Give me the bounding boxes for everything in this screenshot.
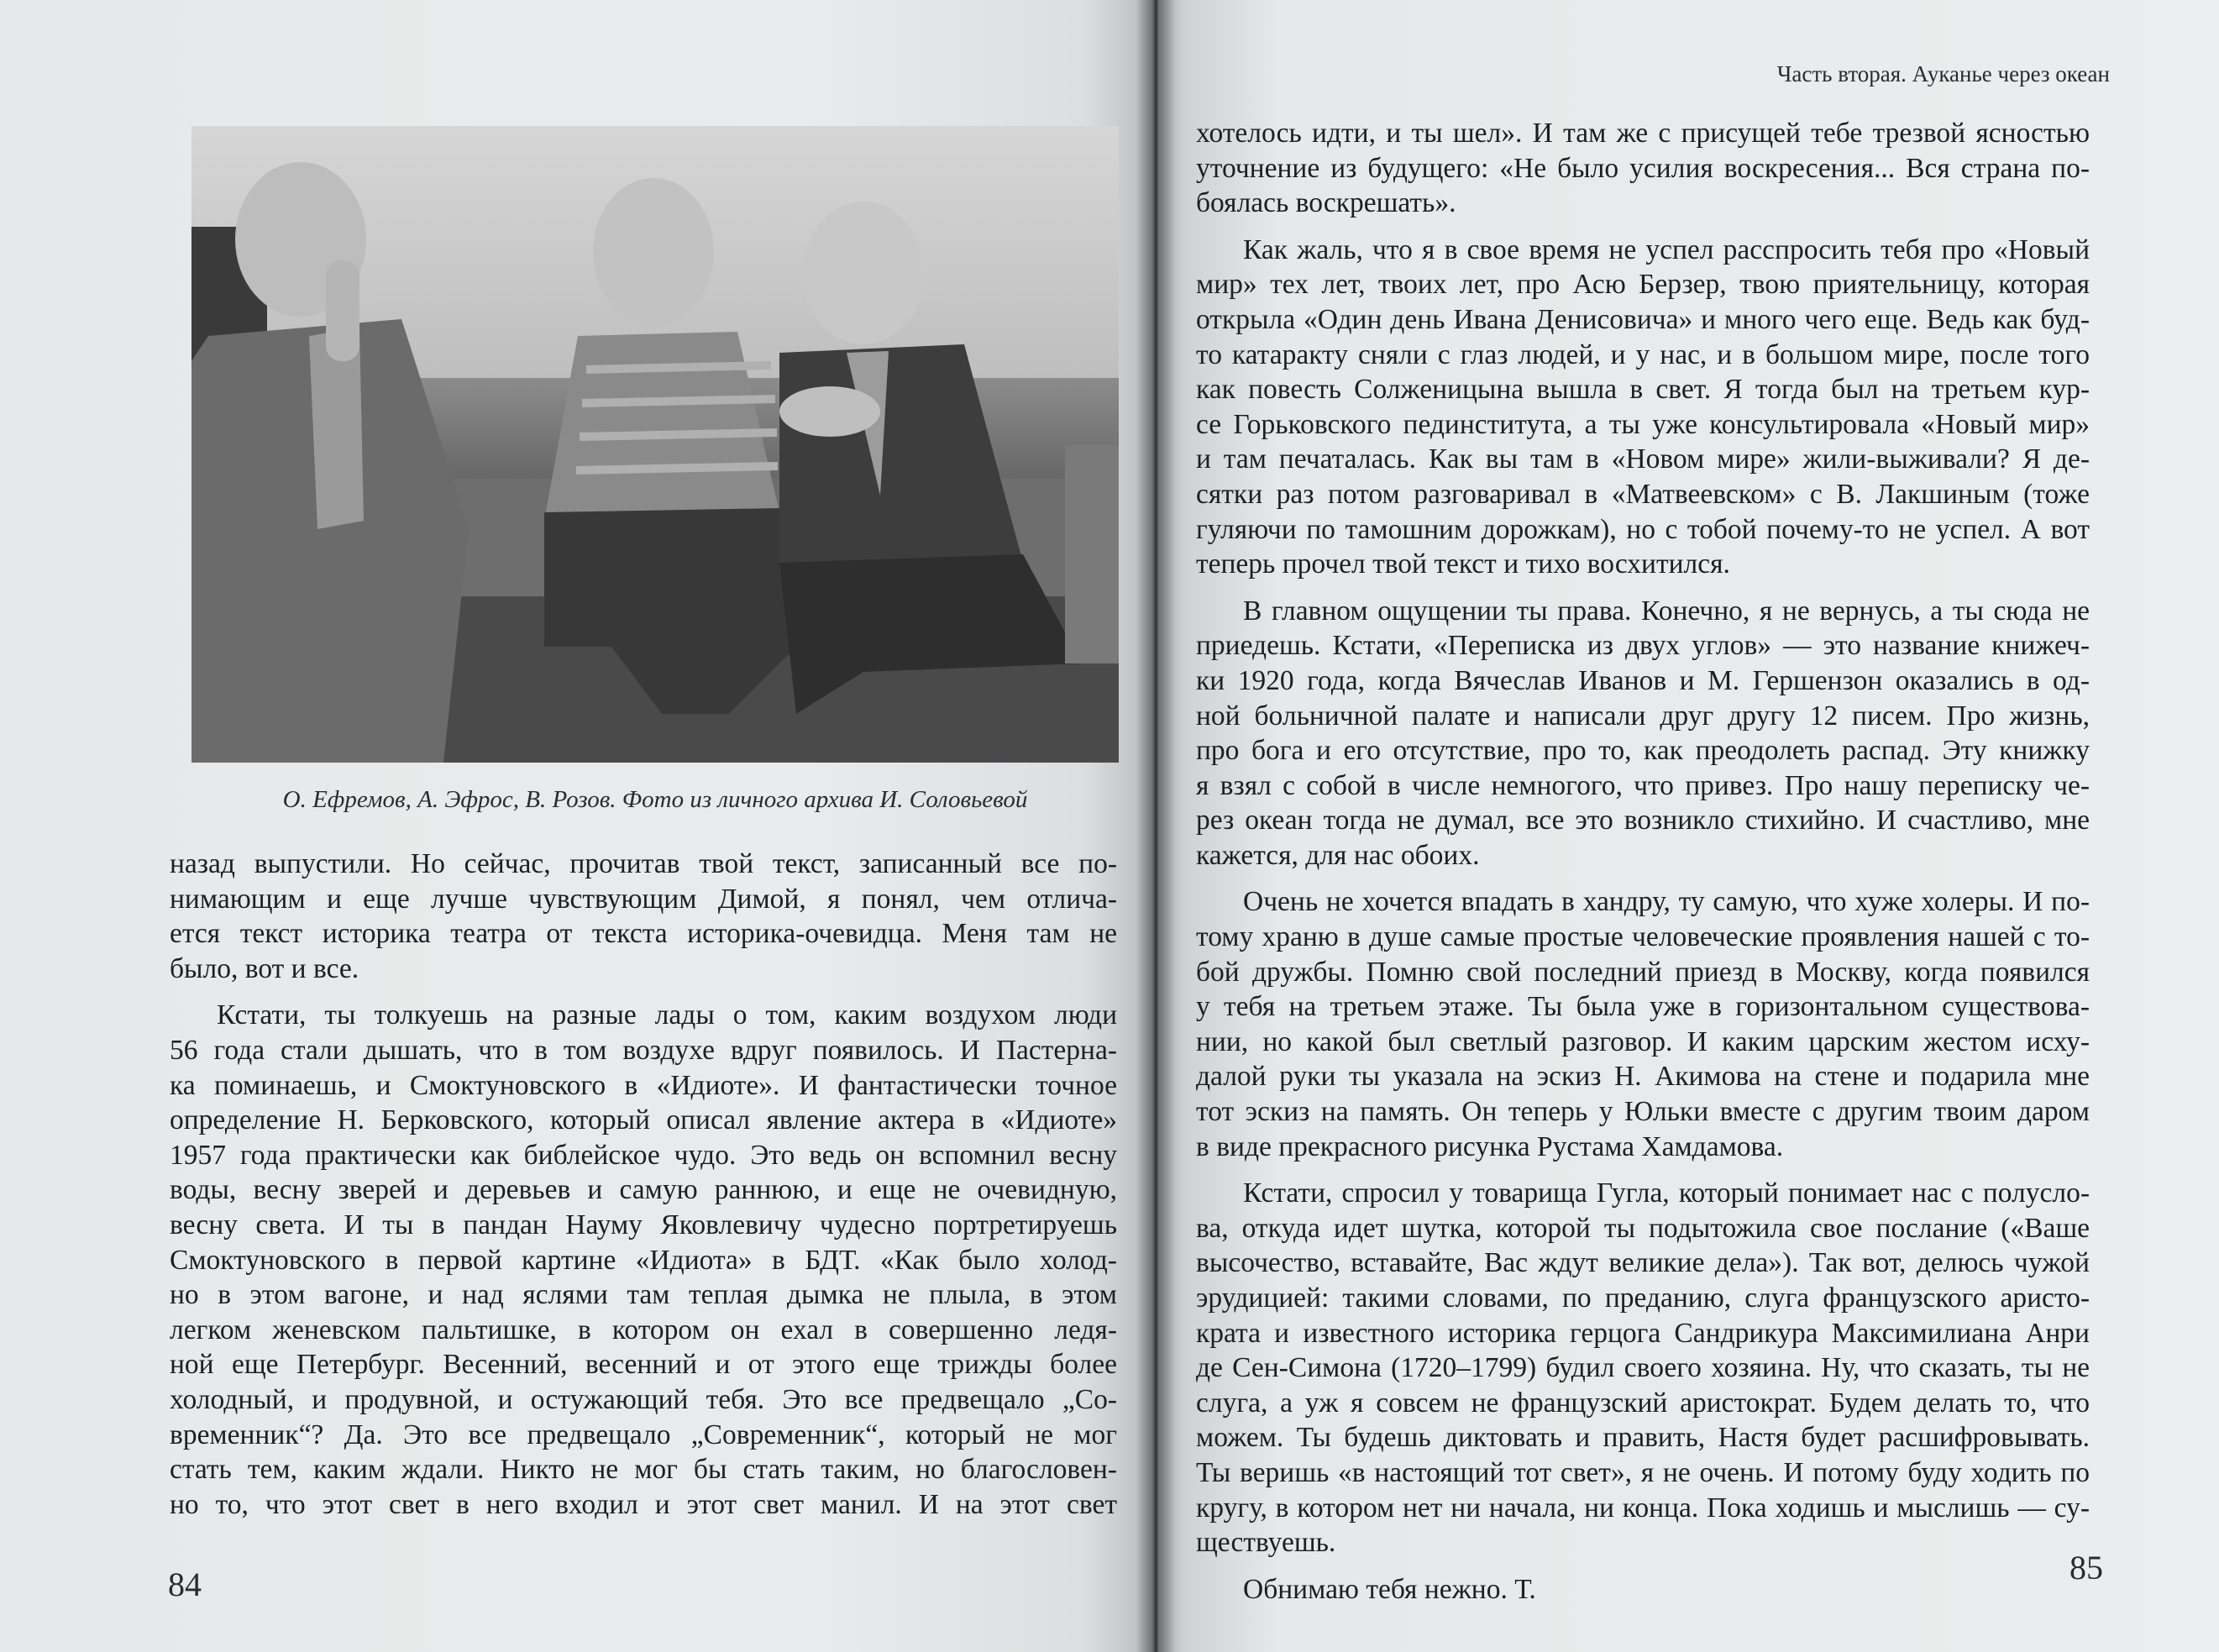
text-line: уточнение из будущего: «Не было усилия воскресения... Вся страна по- <box>1196 152 2090 184</box>
text-line: бой дружбы. Помню свой последний приезд в Москву, когда появился <box>1196 956 2090 988</box>
text-line: холодный, и продувной, и остужающий тебя. Это все предвещало „Со- <box>170 1383 1117 1415</box>
text-line: стать тем, каким ждали. Никто не мог бы стать таким, но благословен- <box>170 1454 1117 1486</box>
text-line: тот эскиз на память. Он теперь у Юльки вместе с другим твоим даром <box>1196 1096 2090 1128</box>
text-line: Как жаль, что я в свое время не успел расспросить тебя про «Новый <box>1243 233 2090 265</box>
text-line: Смоктуновского в первой картине «Идиота» в БДТ. «Как было холод- <box>170 1244 1117 1276</box>
text-line: хотелось идти, и ты шел». И там же с присущей тебе трезвой ясностью <box>1196 118 2090 149</box>
paragraph-gap <box>1196 1164 2090 1176</box>
text-line: В главном ощущении ты права. Конечно, я не вернусь, а ты сюда не <box>1243 595 2090 627</box>
text-line: я взял с собой в числе немногого, что привез. Про нашу переписку че- <box>1196 769 2090 801</box>
text-line: се Горьковского пединститута, а ты уже консультировала «Новый мир» <box>1196 408 2090 440</box>
text-line: слуга, а уж я совсем не французский аристократ. Будем делать то, что <box>1196 1387 2090 1419</box>
paragraph-gap <box>1196 1560 2090 1572</box>
text-line: легком женевском пальтишке, в котором он ехал в совершенно ледя- <box>170 1314 1117 1345</box>
text-line: ва, откуда идет шутка, которой ты подытожила свое послание («Ваше <box>1196 1212 2090 1244</box>
text-line: то катаракту сняли с глаз людей, и у нас, и в большом мире, после того <box>1196 338 2090 370</box>
text-line: Обнимаю тебя нежно. Т. <box>1243 1573 1536 1605</box>
paragraph-gap <box>170 986 1117 998</box>
page-number-right: 85 <box>2069 1549 2103 1586</box>
text-line: ки 1920 года, когда Вячеслав Иванов и М. Гершензон оказались в од- <box>1196 664 2090 696</box>
text-line: крата и известного историка герцога Сандрикура Максимилиана Анри <box>1196 1317 2090 1349</box>
text-line: боялась воскрешать». <box>1196 187 1456 219</box>
text-line: рез океан тогда не думал, все это возникло стихийно. И счастливо, мне <box>1196 805 2090 836</box>
text-line: ществуешь. <box>1196 1527 1336 1559</box>
text-line: про бога и его отсутствие, про то, как преодолеть распад. Эту книжку <box>1196 735 2090 767</box>
text-line: ется текст историка театра от текста историка-очевидца. Меня там не <box>170 918 1117 950</box>
text-line: ной больничной палате и написали друг другу 12 писем. Про жизнь, <box>1196 700 2090 732</box>
text-line: открыла «Один день Ивана Денисовича» и много чего еще. Ведь как буд- <box>1196 303 2090 335</box>
paragraph-gap <box>1196 582 2090 594</box>
text-line: временник“? Да. Это все предвещало „Современник“, который не мог <box>170 1419 1117 1450</box>
text-line: воды, весну зверей и деревьев и самую раннюю, и еще не очевидную, <box>170 1174 1117 1206</box>
text-line: 1957 года практически как библейское чудо. Это ведь он вспомнил весну <box>170 1139 1117 1171</box>
right-page-text-block <box>1196 116 2090 1607</box>
photo-illustration <box>191 126 1119 763</box>
text-line: было, вот и все. <box>170 952 359 984</box>
page-number-left: 84 <box>168 1565 202 1603</box>
text-line: Очень не хочется впадать в хандру, ту самую, что хуже холеры. И по- <box>1243 886 2090 918</box>
text-line: теперь прочел твой текст и тихо восхитился. <box>1196 548 1730 580</box>
text-line: как повесть Солженицына вышла в свет. Я тогда был на третьем кур- <box>1196 374 2090 406</box>
text-line: приедешь. Кстати, «Переписка из двух углов» — это название книжеч- <box>1196 630 2090 662</box>
text-line: высочество, вставайте, Вас ждут великие дела»). Так вот, делюсь чужой <box>1196 1247 2090 1279</box>
text-line: у тебя на третьем этаже. Ты была уже в горизонтальном существова- <box>1196 991 2090 1023</box>
text-line: Кстати, ты толкуешь на разные лады о том, каким воздухом люди <box>217 999 1117 1031</box>
text-line: и там печаталась. Как вы там в «Новом мире» жили-выживали? Я де- <box>1196 443 2090 475</box>
paragraph-gap <box>1196 221 2090 233</box>
text-line: можем. Ты будешь диктовать и править, Настя будет расшифровывать. <box>1196 1422 2090 1454</box>
text-line: определение Н. Берковского, который описал явление актера в «Идиоте» <box>170 1104 1117 1136</box>
left-page-text-block <box>170 847 1117 1522</box>
text-line: но в этом вагоне, и над яслями там теплая дымка не плыла, в этом <box>170 1279 1117 1311</box>
text-line: гуляючи по тамошним дорожкам), но с тобой почему-то не успел. А вот <box>1196 513 2090 545</box>
photo-caption: О. Ефремов, А. Эфрос, В. Розов. Фото из личного архива И. Соловьевой <box>282 786 1028 813</box>
text-line: в виде прекрасного рисунка Рустама Хамдамова. <box>1196 1130 1784 1162</box>
text-line: эрудицией: такими словами, по преданию, слуга французского аристо- <box>1196 1282 2090 1314</box>
text-line: 56 года стали дышать, что в том воздухе вдруг появилось. И Пастерна- <box>170 1034 1117 1066</box>
text-line: Кстати, спросил у товарища Гугла, который понимает нас с полусло- <box>1243 1177 2090 1209</box>
text-line: Ты веришь «в настоящий тот свет», я не очень. И потому буду ходить по <box>1196 1456 2090 1488</box>
text-line: де Сен-Симона (1720–1799) будил своего хозяина. Ну, что сказать, ты не <box>1196 1352 2090 1384</box>
text-line: нии, но какой был светлый разговор. И каким царским жестом исху- <box>1196 1025 2090 1057</box>
text-line: кажется, для нас обоих. <box>1196 839 1480 871</box>
text-line: далой руки ты указала на эскиз Н. Акимова на стене и подарила мне <box>1196 1061 2090 1093</box>
text-line: нимающим и еще лучше чувствующим Димой, я понял, чем отлича- <box>170 883 1117 915</box>
text-line: ка поминаешь, и Смоктуновского в «Идиоте». И фантастически точное <box>170 1069 1117 1101</box>
text-line: мир» тех лет, твоих лет, про Асю Берзер, твою приятельницу, которая <box>1196 269 2090 301</box>
text-line: тому храню в душе самые простые человеческие проявления нашей с то- <box>1196 921 2090 953</box>
text-line: сятки раз потом разговаривал в «Матвеевском» с В. Лакшиным (тоже <box>1196 478 2090 510</box>
running-head: Часть вторая. Ауканье через океан <box>1776 61 2110 87</box>
text-line: ной еще Петербург. Весенний, весенний и от этого еще трижды более <box>170 1349 1117 1381</box>
text-line: но то, что этот свет в него входил и этот свет манил. И на этот свет <box>170 1488 1117 1520</box>
text-line: кругу, в котором нет ни начала, ни конца. Пока ходишь и мыслишь — су- <box>1196 1492 2090 1524</box>
text-line: назад выпустили. Но сейчас, прочитав твой текст, записанный все по- <box>170 848 1117 879</box>
photograph-three-men-on-sofa <box>191 126 1119 763</box>
book-gutter <box>1136 0 1176 1652</box>
text-line: весну света. И ты в пандан Науму Яковлевичу чудесно портретируешь <box>170 1209 1117 1240</box>
paragraph-gap <box>1196 873 2090 884</box>
